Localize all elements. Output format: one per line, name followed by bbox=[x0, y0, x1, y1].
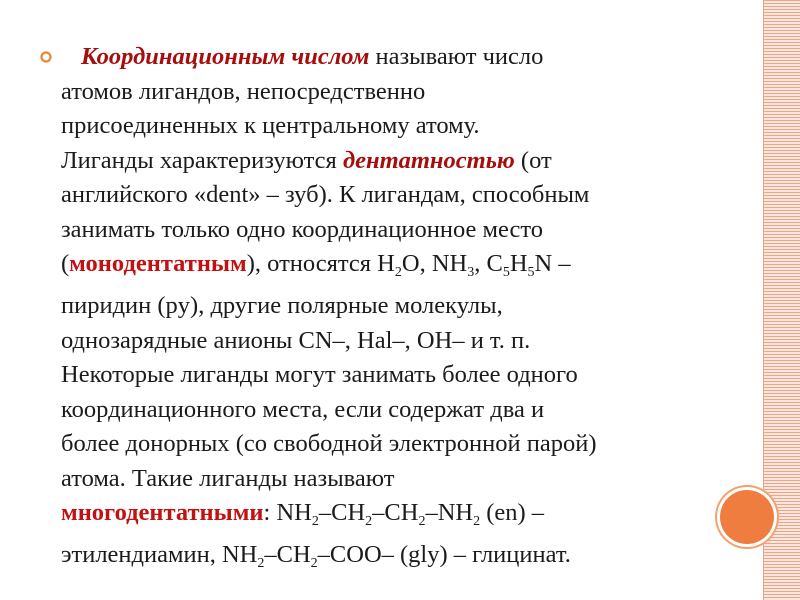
line-14-b: –CH bbox=[318, 499, 366, 526]
line-5: английского «dent» – зуб). К лигандам, способным bbox=[61, 181, 590, 208]
subscript: 5 bbox=[527, 265, 535, 280]
line-11: координационного места, если содержат два и bbox=[61, 395, 545, 423]
line-14-a: : NH bbox=[263, 499, 312, 526]
line-1-text: называют число bbox=[369, 43, 544, 70]
line-12: более донорных (со свободной электронной парой) bbox=[61, 430, 597, 457]
term-denticity: дентатностью bbox=[342, 146, 515, 174]
line-7-t4: N – bbox=[534, 250, 571, 277]
line-7 bbox=[61, 247, 771, 289]
subscript: 2 bbox=[257, 556, 265, 571]
line-8: пиридин (py), другие полярные молекулы, bbox=[61, 292, 503, 319]
subscript: 2 bbox=[394, 265, 402, 280]
line-3: присоединенных к центральному атому. bbox=[61, 112, 480, 139]
line-9: однозарядные анионы CN–, Hal–, OH– и т. п. bbox=[61, 326, 531, 354]
line-4 bbox=[61, 144, 771, 179]
line-14 bbox=[61, 496, 771, 538]
body-text bbox=[61, 40, 771, 573]
line-15-a: этилендиамин, NH bbox=[61, 541, 258, 568]
orange-ring-bullet-icon bbox=[39, 50, 53, 64]
line-13: атома. Такие лиганды называют bbox=[61, 464, 395, 492]
subscript: 2 bbox=[473, 514, 481, 529]
line-4-pre: Лиганды характеризуются bbox=[61, 146, 343, 174]
subscript: 2 bbox=[310, 556, 318, 571]
line-7-mid: ), относятся H bbox=[246, 250, 395, 277]
line-7-t3: H bbox=[509, 250, 528, 277]
subscript: 2 bbox=[365, 514, 373, 529]
decorative-orange-circle-icon bbox=[720, 490, 774, 544]
line-10: Некоторые лиганды могут занимать более одного bbox=[61, 361, 578, 388]
subscript: 5 bbox=[502, 265, 510, 280]
term-coordination-number: Координационным числом bbox=[81, 43, 370, 70]
line-14-c: –CH bbox=[372, 499, 419, 526]
line-15-b: –CH bbox=[264, 541, 311, 568]
line-7-t1: O, NH bbox=[401, 250, 468, 277]
line-7-t2: , C bbox=[474, 250, 503, 277]
term-monodentate: монодентатным bbox=[69, 250, 247, 277]
line-6: занимать только одно координационное место bbox=[61, 215, 543, 243]
subscript: 2 bbox=[418, 514, 426, 529]
subscript: 3 bbox=[467, 265, 475, 280]
line-4-post: (от bbox=[514, 146, 552, 174]
line-15-c: –COO– (gly) – глицинат. bbox=[317, 541, 571, 568]
line-14-e: (en) – bbox=[480, 499, 545, 526]
line-1 bbox=[61, 40, 771, 75]
line-15 bbox=[61, 538, 771, 573]
line-7-open: ( bbox=[61, 250, 70, 277]
subscript: 2 bbox=[311, 514, 319, 529]
line-2: атомов лигандов, непосредственно bbox=[61, 77, 426, 105]
term-polydentate: многодентатными bbox=[61, 499, 264, 526]
line-14-d: –NH bbox=[425, 499, 474, 526]
